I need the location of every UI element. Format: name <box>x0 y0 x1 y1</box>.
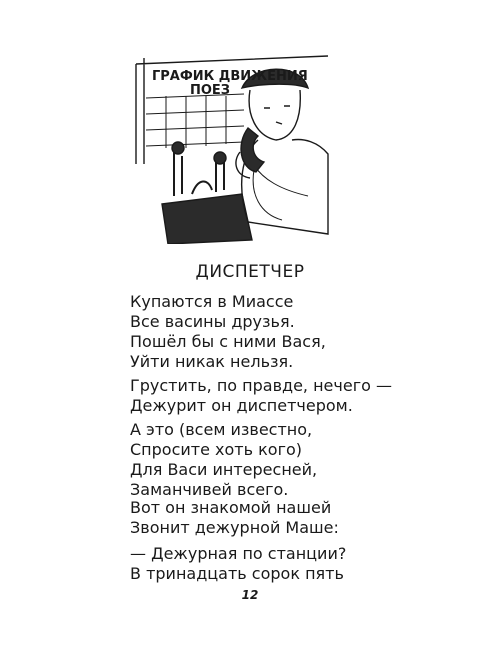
poem-line: Дежурит он диспетчером. <box>130 396 353 415</box>
poem-line: Все васины друзья. <box>130 312 295 331</box>
page-number: 12 <box>241 588 259 602</box>
poem-line: А это (всем известно, <box>130 420 313 439</box>
poem-line: Уйти никак нельзя. <box>130 352 294 371</box>
stanza-1 <box>130 292 430 372</box>
poem-line: Вот он знакомой нашей <box>130 498 332 517</box>
stanza-2 <box>130 376 430 416</box>
poem-line: В тринадцать сорок пять <box>130 564 344 583</box>
poem-line: Купаются в Миассе <box>130 292 294 311</box>
poem-line: Грустить, по правде, нечего — <box>130 376 392 395</box>
boy-on-telephone-illustration <box>132 44 332 244</box>
poem-line: — Дежурная по станции? <box>130 544 347 563</box>
poem-line: Пошёл бы с ними Вася, <box>130 332 326 351</box>
poem-line: Для Васи интересней, <box>130 460 318 479</box>
stanza-3 <box>130 420 430 500</box>
sign-text-line2: ПОЕЗ <box>190 83 231 98</box>
poem-line: Спросите хоть кого) <box>130 440 303 459</box>
sign-text-line1: ГРАФИК ДВИЖЕНИЯ <box>152 69 308 84</box>
poem-title: ДИСПЕТЧЕР <box>195 262 305 282</box>
poem-line: Заманчивей всего. <box>130 480 289 499</box>
stanza-4 <box>130 498 430 538</box>
poem-line: Звонит дежурной Маше: <box>130 518 339 537</box>
stanza-5 <box>130 544 430 584</box>
